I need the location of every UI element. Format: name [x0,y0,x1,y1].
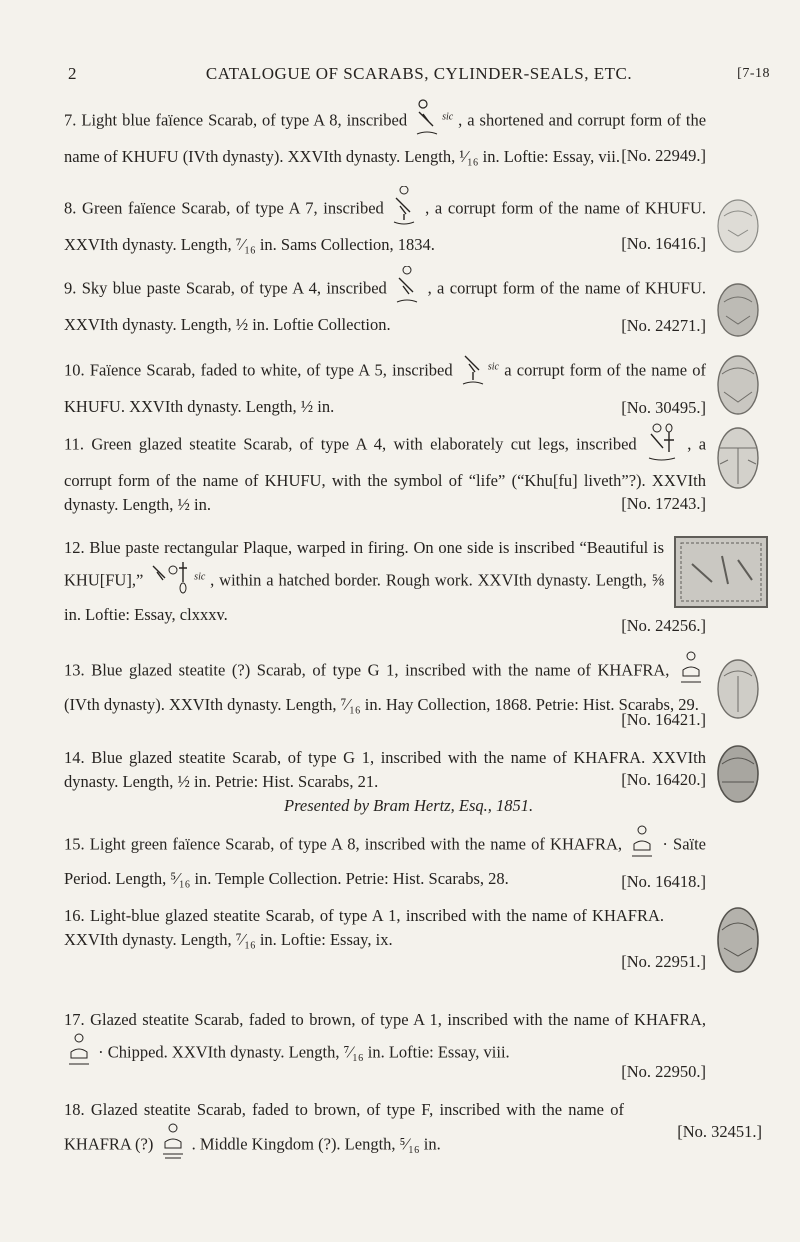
entry-text: Green glazed steatite Scarab, of type A 4, with elaborately cut legs, inscribed [91,434,637,454]
entry-number: 15. [64,834,85,854]
entry-text-continued: (IVth dynasty). XXVIth dynasty. Length, ⁷⁄₁₆ in. Hay Collection, 1868. Petrie: Hist. Scarabs, 29. [64,695,699,714]
scarab-illustration [714,742,762,811]
entry-number: 13. [64,660,85,680]
entry-text: Glazed steatite Scarab, faded to brown, of type A 1, inscribed with the name of KHAFRA, [90,1010,706,1029]
hieroglyph-khafra-icon [679,650,703,693]
catalogue-entry-11 [64,422,706,517]
entry-text-continued: , a shortened and corrupt form of the name of KHUFU (IVth dynasty). XXVIth dynasty. Length, ¹⁄₁₆ in. Loftie: Essay, vii. [64,110,707,166]
entry-text-continued: . Middle Kingdom (?). Length, ⁵⁄₁₆ in. [191,1134,441,1154]
register-number: [No. 22951.] [621,952,706,971]
catalogue-entry-16 [64,904,664,952]
entry-number: 16. [64,906,85,925]
entry-text: Light blue faïence Scarab, of type A 8, inscribed [81,110,408,130]
catalogue-entry-9 [64,266,706,337]
register-number: [No. 16418.] [621,872,706,891]
entry-text: Faïence Scarab, faded to white, of type A 5, inscribed [89,360,453,380]
hieroglyph-ankh-icon [647,422,677,469]
entry-text: Blue glazed steatite Scarab, of type G 1, inscribed with the name of KHAFRA. XXVIth dynasty. Length, ½ in. Petrie: Hist. Scarabs, 21. [64,748,707,791]
entry-text-continued: · Chipped. XXVIth dynasty. Length, ⁷⁄₁₆ in. Loftie: Essay, viii. [98,1042,510,1062]
register-number: [No. 24271.] [621,316,706,335]
register-number: [No. 17243.] [621,494,706,513]
entry-text-continued: · Saïte Period. Length, ⁵⁄₁₆ in. Temple Collection. Petrie: Hist. Scarabs, 28. [64,834,707,888]
register-number: [No. 30495.] [621,398,706,417]
register-number: [No. 22949.] [621,146,706,165]
catalogue-entry-14 [64,746,706,818]
entry-text: Light-blue glazed steatite Scarab, of type A 1, inscribed with the name of KHAFRA. XXVIth dynasty. Length, ⁷⁄₁₆ in. Loftie: Essay, ix. [64,906,665,949]
entry-text: Sky blue paste Scarab, of type A 4, inscribed [81,278,387,298]
scarab-illustration [714,196,762,261]
entry-text: Blue paste rectangular Plaque, warped in firing. On one side is inscribed “Beautiful is KHU[FU],” [64,538,664,590]
page-number: 2 [68,64,77,83]
catalogue-entry-13 [64,650,706,717]
plaque-illustration [672,534,770,615]
entry-number: 14. [64,748,85,767]
catalogue-entry-18 [64,1098,624,1169]
register-number: [No. 32451.] [677,1122,762,1141]
entry-number: 10. [64,360,85,380]
catalogue-entry-17 [64,1008,706,1075]
scarab-illustration [714,656,762,727]
entry-number: 18. [64,1100,85,1119]
sic-note: sic [194,571,206,583]
entry-range: [7-18 [737,66,770,81]
entry-text-continued: , a corrupt form of the name of KHUFU, with the symbol of “life” (“Khu[fu] liveth”?). XXVIth dynasty. Length, ½ in. [64,434,707,514]
scarab-illustration [714,280,762,345]
hieroglyph-khafra-icon [630,824,654,867]
entry-number: 11. [64,434,85,454]
hieroglyph-khafra-icon [67,1032,91,1075]
catalogue-entry-10 [64,348,706,419]
entry-text-continued: , a corrupt form of the name of KHUFU. XXVIth dynasty. Length, ⁷⁄₁₆ in. Sams Collection, 1834. [64,198,707,254]
hieroglyph-khufu-icon [392,186,416,233]
entry-text: Green faïence Scarab, of type A 7, inscribed [82,198,384,218]
catalogue-entry-15 [64,824,706,891]
register-number: [No. 16421.] [621,710,706,729]
register-number: [No. 22950.] [621,1062,706,1081]
entry-text-continued: a corrupt form of the name of KHUFU. XXVIth dynasty. Length, ½ in. [64,360,707,416]
running-title: CATALOGUE OF SCARABS, CYLINDER-SEALS, ETC. [205,64,633,83]
entry-number: 8. [64,198,77,218]
hieroglyph-khufu-icon [461,348,485,395]
hieroglyph-khafra-icon [161,1122,185,1169]
hieroglyph-cartouche-icon [415,98,439,145]
entry-text: Blue glazed steatite (?) Scarab, of type G 1, inscribed with the name of KHAFRA, [91,660,670,680]
catalogue-entry-12 [64,536,664,627]
entry-number: 12. [64,538,85,557]
register-number: [No. 24256.] [621,616,706,635]
entry-number: 7. [64,110,77,130]
entry-text-continued: , a corrupt form of the name of KHUFU. XXVIth dynasty. Length, ½ in. Loftie Collection. [64,278,707,334]
scarab-illustration [714,352,762,423]
hieroglyph-nefer-icon [151,560,191,603]
register-number: [No. 16420.] [621,770,706,789]
hieroglyph-khufu-icon [395,266,419,313]
entry-text: Glazed steatite Scarab, faded to brown, of type F, inscribed with the name of KHAFRA (?) [64,1100,625,1154]
catalogue-entry-8 [64,186,706,257]
entry-text: Light green faïence Scarab, of type A 8, inscribed with the name of KHAFRA, [89,834,623,854]
entry-number: 9. [64,278,77,298]
page-header [68,64,770,86]
register-number: [No. 16416.] [621,234,706,253]
scarab-illustration [714,904,762,981]
sic-note: sic [487,361,499,373]
entry-text-continued: , within a hatched border. Rough work. XXVIth dynasty. Length, ⅝ in. Loftie: Essay, clxxxv. [64,570,664,624]
catalogue-entry-7 [64,98,706,169]
entry-number: 17. [64,1010,85,1029]
sic-note: sic [442,111,454,123]
scarab-illustration [714,424,762,497]
provenance-note: Presented by Bram Hertz, Esq., 1851. [284,796,534,815]
